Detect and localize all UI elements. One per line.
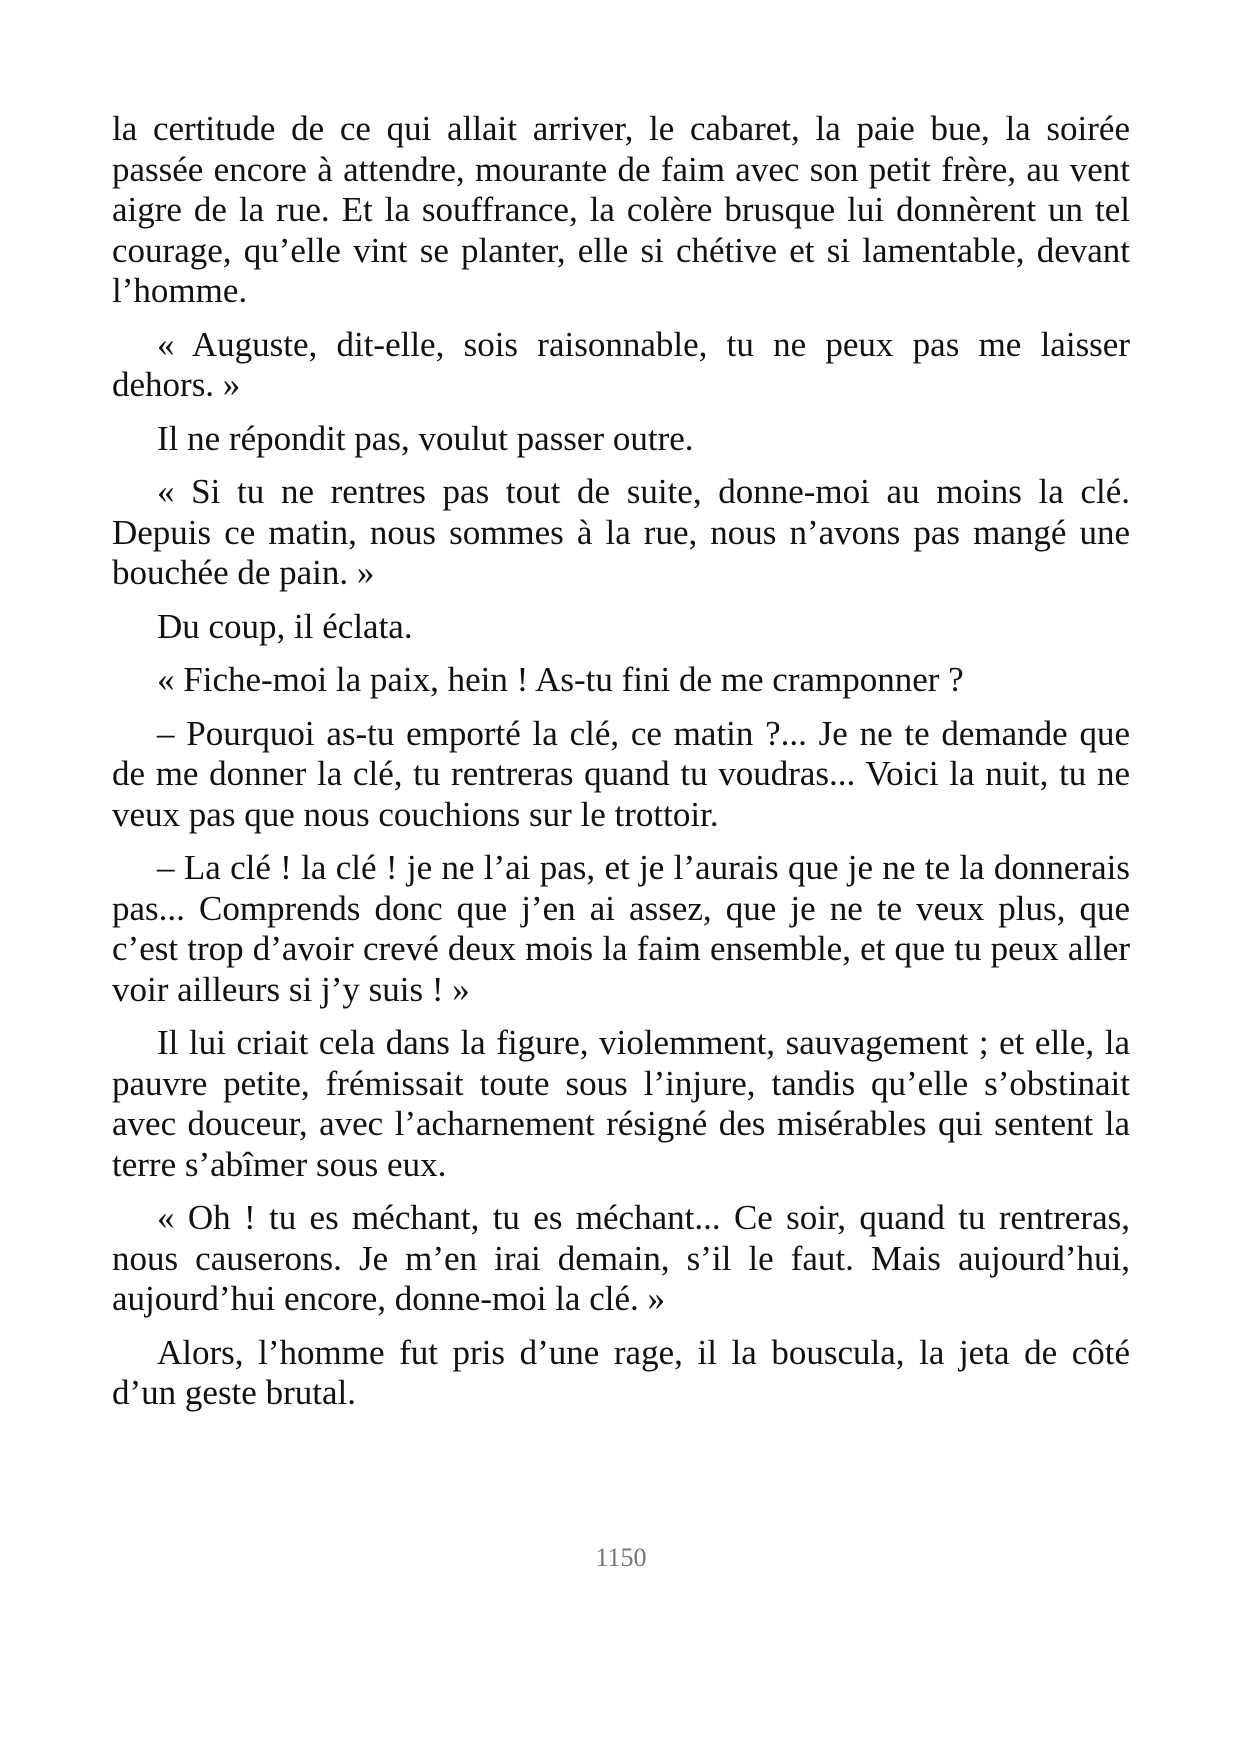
body-text	[112, 109, 1130, 1427]
paragraph: « Oh ! tu es méchant, tu es méchant... Ce soir, quand tu rentreras, nous causerons. Je m’en irai demain, s’il le faut. Mais aujourd’hui, aujourd’hui encore, donne-moi la clé. »	[112, 1198, 1130, 1318]
paragraph: Du coup, il éclata.	[157, 606, 413, 646]
paragraph: – Pourquoi as-tu emporté la clé, ce matin ?... Je ne te demande que de me donner la clé, tu rentreras quand tu voudras... Voici la nuit, tu ne veux pas que nous couchions sur le trottoir.	[112, 713, 1130, 834]
paragraph: « Auguste, dit-elle, sois raisonnable, tu ne peux pas me laisser dehors. »	[112, 324, 1130, 404]
page-number: 1150	[595, 1543, 647, 1572]
paragraph: Il ne répondit pas, voulut passer outre.	[157, 418, 694, 458]
paragraph: – La clé ! la clé ! je ne l’ai pas, et je l’aurais que je ne te la donnerais pas... Comprends donc que j’en ai assez, que je ne te veux plus, que c’est trop d’avoir crevé deux mois la faim ensemble, et que tu peux aller voir ailleurs si j’y suis ! »	[112, 848, 1130, 1009]
paragraph: « Fiche-moi la paix, hein ! As-tu fini de me cramponner ?	[157, 660, 964, 699]
paragraph: la certitude de ce qui allait arriver, le cabaret, la paie bue, la soirée passée encore à attendre, mourante de faim avec son petit frère, au vent aigre de la rue. Et la souffrance, la colère brusque lui donnèrent un tel courage, qu’elle vint se planter, elle si chétive et si lamentable, devant l’homme.	[112, 109, 1130, 310]
paragraph: Il lui criait cela dans la figure, violemment, sauvagement ; et elle, la pauvre petite, frémissait toute sous l’injure, tandis qu’elle s’obstinait avec douceur, avec l’acharnement résigné des misérables qui sentent la terre s’abîmer sous eux.	[112, 1023, 1130, 1184]
paragraph: « Si tu ne rentres pas tout de suite, donne-moi au moins la clé. Depuis ce matin, nous sommes à la rue, nous n’avons pas mangé une bouchée de pain. »	[112, 472, 1130, 592]
paragraph: Alors, l’homme fut pris d’une rage, il la bouscula, la jeta de côté d’un geste brutal.	[112, 1332, 1130, 1412]
